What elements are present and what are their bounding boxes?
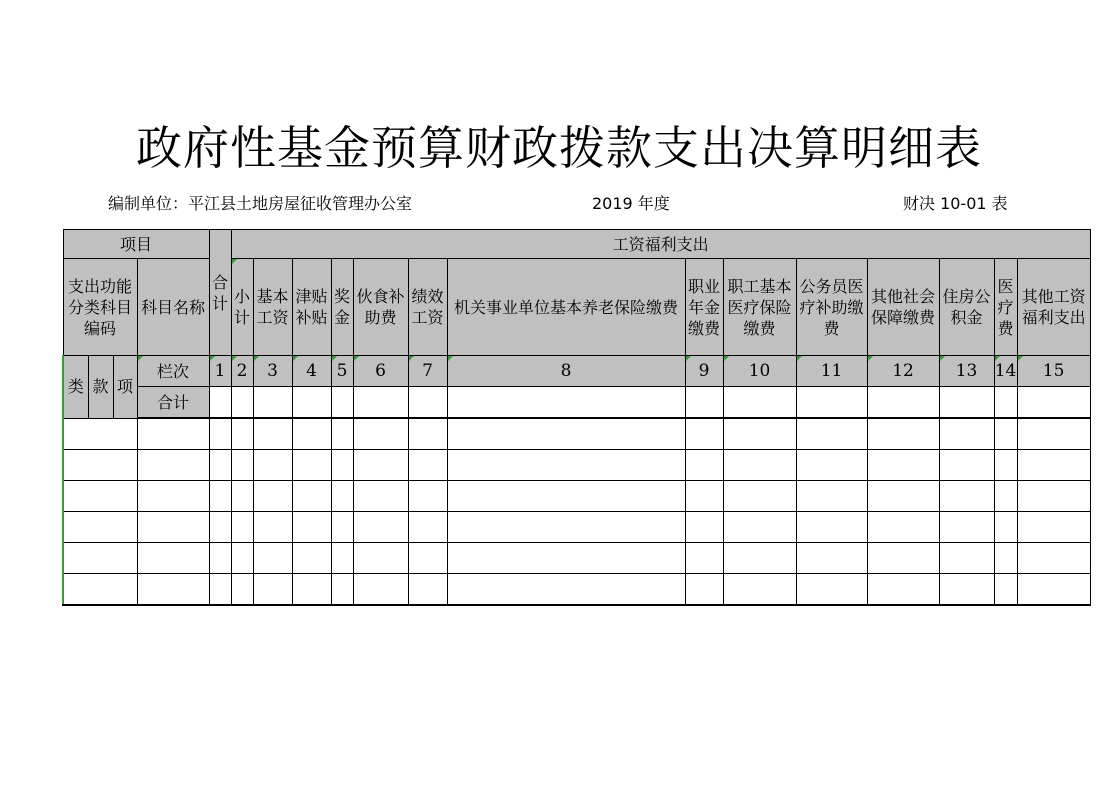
table-cell [209, 450, 231, 481]
header-xiang: 项 [113, 356, 137, 419]
table-cell [796, 387, 867, 419]
table-cell [137, 450, 209, 481]
table-cell [447, 481, 685, 512]
table-cell [353, 543, 408, 574]
table-cell [1017, 512, 1090, 543]
table-cell [253, 543, 292, 574]
header-col-medical-insurance: 职工基本医疗保险缴费 [723, 259, 796, 356]
header-sum-row: 合计 [137, 387, 209, 419]
table-cell [331, 543, 353, 574]
table-cell [408, 512, 447, 543]
table-cell [331, 387, 353, 419]
table-cell [209, 418, 231, 450]
header-col-subtotal: 小计 [231, 259, 253, 356]
header-welfare: 工资福利支出 [231, 230, 1090, 259]
table-cell [209, 512, 231, 543]
table-cell [331, 450, 353, 481]
table-cell [209, 387, 231, 419]
table-row [63, 543, 1090, 574]
col-number: 11 [796, 356, 867, 387]
table-cell [1017, 387, 1090, 419]
table-cell [63, 418, 137, 450]
col-number: 15 [1017, 356, 1090, 387]
header-col-basic-salary: 基本工资 [253, 259, 292, 356]
table-cell [994, 387, 1017, 419]
header-col-allowance: 津贴补贴 [292, 259, 331, 356]
col-number: 12 [867, 356, 939, 387]
table-cell [447, 418, 685, 450]
header-col-occupational-annuity: 职业年金缴费 [685, 259, 723, 356]
table-cell [292, 574, 331, 606]
table-cell [685, 512, 723, 543]
form-code: 财决 10-01 表 [903, 194, 1008, 213]
table-cell [253, 387, 292, 419]
col-number: 14 [994, 356, 1017, 387]
table-cell [353, 481, 408, 512]
header-col-medical-fee: 医疗费 [994, 259, 1017, 356]
page-title: 政府性基金预算财政拨款支出决算明细表 [136, 121, 982, 175]
table-cell [408, 450, 447, 481]
table-cell [723, 543, 796, 574]
table-cell [685, 481, 723, 512]
table-cell [1017, 481, 1090, 512]
table-cell [331, 481, 353, 512]
header-lei: 类 [63, 356, 88, 419]
table-cell [867, 418, 939, 450]
table-cell [867, 512, 939, 543]
table-cell [939, 481, 994, 512]
header-col-civil-servant-medical: 公务员医疗补助缴费 [796, 259, 867, 356]
table-cell [447, 574, 685, 606]
table-cell [1017, 574, 1090, 606]
table-cell [685, 418, 723, 450]
header-lanci: 栏次 [137, 356, 209, 387]
table-cell [939, 512, 994, 543]
table-cell [723, 387, 796, 419]
table-cell [253, 512, 292, 543]
table-cell [994, 450, 1017, 481]
table-cell [63, 450, 137, 481]
table-cell [723, 512, 796, 543]
table-cell [796, 543, 867, 574]
table-cell [939, 543, 994, 574]
table-cell [994, 574, 1017, 606]
table-cell [331, 512, 353, 543]
col-number: 4 [292, 356, 331, 387]
table-cell [292, 418, 331, 450]
table-cell [292, 450, 331, 481]
table-cell [723, 450, 796, 481]
table-cell [1017, 418, 1090, 450]
table-cell [231, 418, 253, 450]
compiling-unit: 编制单位：平江县土地房屋征收管理办公室 [108, 194, 413, 213]
col-number: 8 [447, 356, 685, 387]
table-cell [685, 450, 723, 481]
header-kuan: 款 [88, 356, 113, 419]
table-cell [723, 418, 796, 450]
table-cell [137, 512, 209, 543]
table-cell [209, 574, 231, 606]
table-cell [292, 512, 331, 543]
table-cell [796, 418, 867, 450]
table-cell [408, 387, 447, 419]
table-cell [408, 574, 447, 606]
table-cell [353, 418, 408, 450]
table-cell [231, 450, 253, 481]
budget-detail-table [62, 229, 1091, 606]
table-cell [408, 543, 447, 574]
table-cell [723, 574, 796, 606]
header-col-bonus: 奖金 [331, 259, 353, 356]
header-total: 合计 [209, 230, 231, 356]
table-cell [994, 481, 1017, 512]
col-number: 5 [331, 356, 353, 387]
table-cell [867, 543, 939, 574]
table-cell [253, 418, 292, 450]
col-number: 10 [723, 356, 796, 387]
table-cell [939, 418, 994, 450]
table-cell [253, 574, 292, 606]
table-row [63, 418, 1090, 450]
table-cell [685, 387, 723, 419]
table-cell [867, 481, 939, 512]
table-row [63, 450, 1090, 481]
header-project: 项目 [63, 230, 209, 259]
table-cell [796, 574, 867, 606]
table-cell [939, 574, 994, 606]
header-col-other-welfare: 其他工资福利支出 [1017, 259, 1090, 356]
table-cell [137, 574, 209, 606]
table-cell [231, 543, 253, 574]
table-cell [63, 512, 137, 543]
table-cell [867, 450, 939, 481]
table-cell [137, 481, 209, 512]
table-cell [796, 512, 867, 543]
col-number: 9 [685, 356, 723, 387]
table-cell [723, 481, 796, 512]
table-cell [685, 543, 723, 574]
table-cell [353, 512, 408, 543]
table-cell [796, 481, 867, 512]
table-cell [408, 481, 447, 512]
table-cell [353, 387, 408, 419]
table-cell [63, 543, 137, 574]
header-col-other-social-security: 其他社会保障缴费 [867, 259, 939, 356]
table-cell [209, 543, 231, 574]
table-cell [292, 543, 331, 574]
table-cell [447, 512, 685, 543]
table-row [63, 574, 1090, 606]
table-cell [994, 418, 1017, 450]
table-cell [353, 574, 408, 606]
table-row [63, 512, 1090, 543]
table-cell [867, 574, 939, 606]
col-number: 7 [408, 356, 447, 387]
table-cell [231, 387, 253, 419]
table-cell [994, 543, 1017, 574]
table-cell [408, 418, 447, 450]
table-cell [1017, 543, 1090, 574]
header-col-meal-subsidy: 伙食补助费 [353, 259, 408, 356]
table-cell [994, 512, 1017, 543]
col-number: 2 [231, 356, 253, 387]
table-cell [331, 574, 353, 606]
table-body [63, 418, 1090, 605]
table-cell [353, 450, 408, 481]
table-cell [796, 450, 867, 481]
table-cell [447, 450, 685, 481]
table-cell [231, 512, 253, 543]
header-col-pension: 机关事业单位基本养老保险缴费 [447, 259, 685, 356]
table-cell [209, 481, 231, 512]
header-col-performance-pay: 绩效工资 [408, 259, 447, 356]
header-func-code: 支出功能分类科目编码 [63, 259, 137, 356]
table-cell [867, 387, 939, 419]
table-cell [253, 450, 292, 481]
table-cell [231, 574, 253, 606]
table-cell [447, 387, 685, 419]
table-cell [331, 418, 353, 450]
fiscal-year: 2019 年度 [592, 194, 670, 213]
table-cell [231, 481, 253, 512]
table-cell [1017, 450, 1090, 481]
header-col-housing-fund: 住房公积金 [939, 259, 994, 356]
table-cell [685, 574, 723, 606]
table-cell [137, 418, 209, 450]
table-cell [292, 387, 331, 419]
table-cell [137, 543, 209, 574]
col-number: 13 [939, 356, 994, 387]
table-cell [63, 481, 137, 512]
table-cell [447, 543, 685, 574]
col-number: 6 [353, 356, 408, 387]
table-cell [939, 450, 994, 481]
table-cell [939, 387, 994, 419]
table-cell [292, 481, 331, 512]
col-number: 3 [253, 356, 292, 387]
col-number: 1 [209, 356, 231, 387]
header-subject-name: 科目名称 [137, 259, 209, 356]
table-cell [63, 574, 137, 606]
table-cell [253, 481, 292, 512]
table-row [63, 481, 1090, 512]
